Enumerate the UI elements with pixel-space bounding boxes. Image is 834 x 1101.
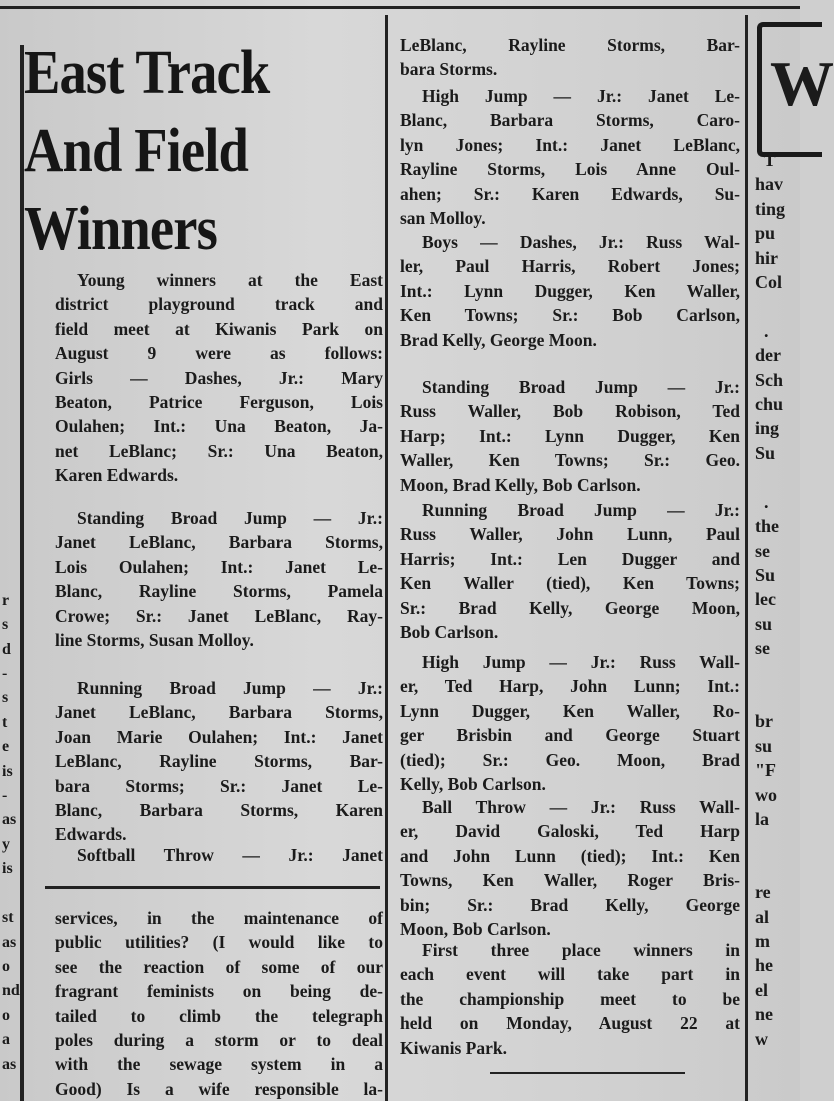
text-line: Girls — Dashes, Jr.: Mary bbox=[55, 367, 383, 388]
text-line: LeBlanc, Rayline Storms, Bar- bbox=[400, 35, 740, 55]
text-line: Moon, Brad Kelly, Bob Carlson. bbox=[400, 474, 641, 495]
end-rule bbox=[490, 1072, 685, 1074]
text-line: Ken Towns; Sr.: Bob Carlson, bbox=[400, 305, 740, 326]
right-column-rule bbox=[745, 15, 748, 1101]
paragraph bbox=[400, 33, 740, 82]
text-line: August 9 were as follows: bbox=[55, 343, 383, 364]
text-line: services, in the maintenance of bbox=[55, 908, 383, 928]
text-line: each event will take part in bbox=[400, 964, 740, 985]
text-line: Running Broad Jump — Jr.: bbox=[422, 500, 740, 520]
text-line: LeBlanc, Rayline Storms, Bar- bbox=[55, 751, 383, 772]
text-line: Russ Waller, John Lunn, Paul bbox=[400, 524, 740, 545]
text-line: Boys — Dashes, Jr.: Russ Wal- bbox=[422, 232, 740, 252]
paragraph bbox=[400, 375, 740, 497]
section-divider bbox=[45, 886, 380, 889]
paragraph bbox=[400, 230, 740, 352]
text-line: bara Storms. bbox=[400, 59, 498, 80]
text-line: Blanc, Barbara Storms, Caro- bbox=[400, 110, 740, 131]
text-line: held on Monday, August 22 at bbox=[400, 1013, 740, 1034]
text-line: Kiwanis Park. bbox=[400, 1037, 507, 1058]
text-line: Sr.: Brad Kelly, George Moon, bbox=[400, 597, 740, 618]
text-line: Softball Throw — Jr.: Janet bbox=[77, 845, 383, 865]
text-line: bara Storms; Sr.: Janet Le- bbox=[55, 775, 383, 796]
text-line: er, David Galoski, Ted Harp bbox=[400, 821, 740, 842]
text-line: First three place winners in bbox=[422, 940, 740, 960]
headline-line: East Track bbox=[24, 39, 270, 107]
top-border bbox=[0, 6, 800, 9]
paragraph bbox=[55, 506, 383, 652]
adjacent-article-box bbox=[757, 22, 834, 157]
text-line: Bob Carlson. bbox=[400, 621, 499, 642]
text-line: Janet LeBlanc, Barbara Storms, bbox=[55, 702, 383, 723]
text-line: net LeBlanc; Sr.: Una Beaton, bbox=[55, 440, 383, 461]
paragraph bbox=[55, 906, 383, 1101]
paragraph bbox=[55, 843, 383, 867]
text-line: Joan Marie Oulahen; Int.: Janet bbox=[55, 726, 383, 747]
paragraph bbox=[400, 84, 740, 230]
headline-line: And Field bbox=[24, 117, 249, 185]
text-line: Ball Throw — Jr.: Russ Wall- bbox=[422, 797, 740, 817]
text-line: (tied); Sr.: Geo. Moon, Brad bbox=[400, 749, 740, 770]
text-line: Running Broad Jump — Jr.: bbox=[77, 678, 383, 698]
paragraph bbox=[55, 268, 383, 488]
text-line: fragrant feminists on being de- bbox=[55, 981, 383, 1002]
text-line: district playground track and bbox=[55, 294, 383, 315]
text-line: Good) Is a wife responsible la- bbox=[55, 1078, 383, 1099]
box-letter: W bbox=[770, 48, 834, 119]
headline-line: Winners bbox=[24, 195, 217, 263]
text-line: tailed to climb the telegraph bbox=[55, 1005, 383, 1026]
text-line: Crowe; Sr.: Janet LeBlanc, Ray- bbox=[55, 605, 383, 626]
text-line: Brad Kelly, George Moon. bbox=[400, 329, 597, 350]
paragraph bbox=[400, 795, 740, 941]
text-line: and John Lunn (tied); Int.: Ken bbox=[400, 845, 740, 866]
text-line: ger Brisbin and George Stuart bbox=[400, 725, 740, 746]
text-line: with the sewage system in a bbox=[55, 1054, 383, 1075]
text-line: Harris; Int.: Len Dugger and bbox=[400, 548, 740, 569]
text-line: san Molloy. bbox=[400, 207, 486, 228]
text-line: Standing Broad Jump — Jr.: bbox=[422, 377, 740, 397]
paragraph bbox=[400, 938, 740, 1060]
text-line: Blanc, Rayline Storms, Pamela bbox=[55, 581, 383, 602]
text-line: Ken Waller (tied), Ken Towns; bbox=[400, 573, 740, 594]
text-line: Standing Broad Jump — Jr.: bbox=[77, 508, 383, 528]
text-line: Towns, Ken Waller, Roger Bris- bbox=[400, 870, 740, 891]
text-line: ler, Paul Harris, Robert Jones; bbox=[400, 256, 740, 277]
text-line: line Storms, Susan Molloy. bbox=[55, 629, 254, 650]
text-line: bin; Sr.: Brad Kelly, George bbox=[400, 894, 740, 915]
text-line: er, Ted Harp, John Lunn; Int.: bbox=[400, 676, 740, 697]
text-line: Moon, Bob Carlson. bbox=[400, 918, 551, 939]
text-line: High Jump — Jr.: Janet Le- bbox=[422, 86, 740, 106]
previous-article-fragment: r s d - s t e is - as y is st as o nd o a as bbox=[2, 591, 20, 1073]
text-line: public utilities? (I would like to bbox=[55, 932, 383, 953]
text-line: Young winners at the East bbox=[77, 270, 383, 290]
text-line: field meet at Kiwanis Park on bbox=[55, 318, 383, 339]
text-line: poles during a storm or to deal bbox=[55, 1029, 383, 1050]
text-line: Waller, Ken Towns; Sr.: Geo. bbox=[400, 450, 740, 471]
text-line: Harp; Int.: Lynn Dugger, Ken bbox=[400, 425, 740, 446]
text-line: Rayline Storms, Lois Anne Oul- bbox=[400, 159, 740, 180]
paragraph bbox=[400, 650, 740, 796]
text-line: Karen Edwards. bbox=[55, 465, 179, 486]
text-line: Russ Waller, Bob Robison, Ted bbox=[400, 401, 740, 422]
adjacent-article-fragment: T hav ting pu hir Col . der Sch chu ing Su . the se Su lec su se br su "F wo la re al m he el ne w bbox=[755, 150, 786, 1049]
text-line: ahen; Sr.: Karen Edwards, Su- bbox=[400, 183, 740, 204]
text-line: Lynn Dugger, Ken Waller, Ro- bbox=[400, 700, 740, 721]
text-line: Blanc, Barbara Storms, Karen bbox=[55, 799, 383, 820]
text-line: the championship meet to be bbox=[400, 988, 740, 1009]
text-line: Int.: Lynn Dugger, Ken Waller, bbox=[400, 280, 740, 301]
paragraph bbox=[400, 498, 740, 644]
text-line: Edwards. bbox=[55, 824, 127, 845]
text-line: lyn Jones; Int.: Janet LeBlanc, bbox=[400, 134, 740, 155]
text-line: High Jump — Jr.: Russ Wall- bbox=[422, 652, 740, 672]
text-line: Janet LeBlanc, Barbara Storms, bbox=[55, 532, 383, 553]
text-line: Kelly, Bob Carlson. bbox=[400, 773, 546, 794]
text-line: Beaton, Patrice Ferguson, Lois bbox=[55, 391, 383, 412]
text-line: Lois Oulahen; Int.: Janet Le- bbox=[55, 556, 383, 577]
paragraph bbox=[55, 676, 383, 847]
middle-column-rule bbox=[385, 15, 388, 1101]
text-line: see the reaction of some of our bbox=[55, 956, 383, 977]
text-line: Oulahen; Int.: Una Beaton, Ja- bbox=[55, 416, 383, 437]
